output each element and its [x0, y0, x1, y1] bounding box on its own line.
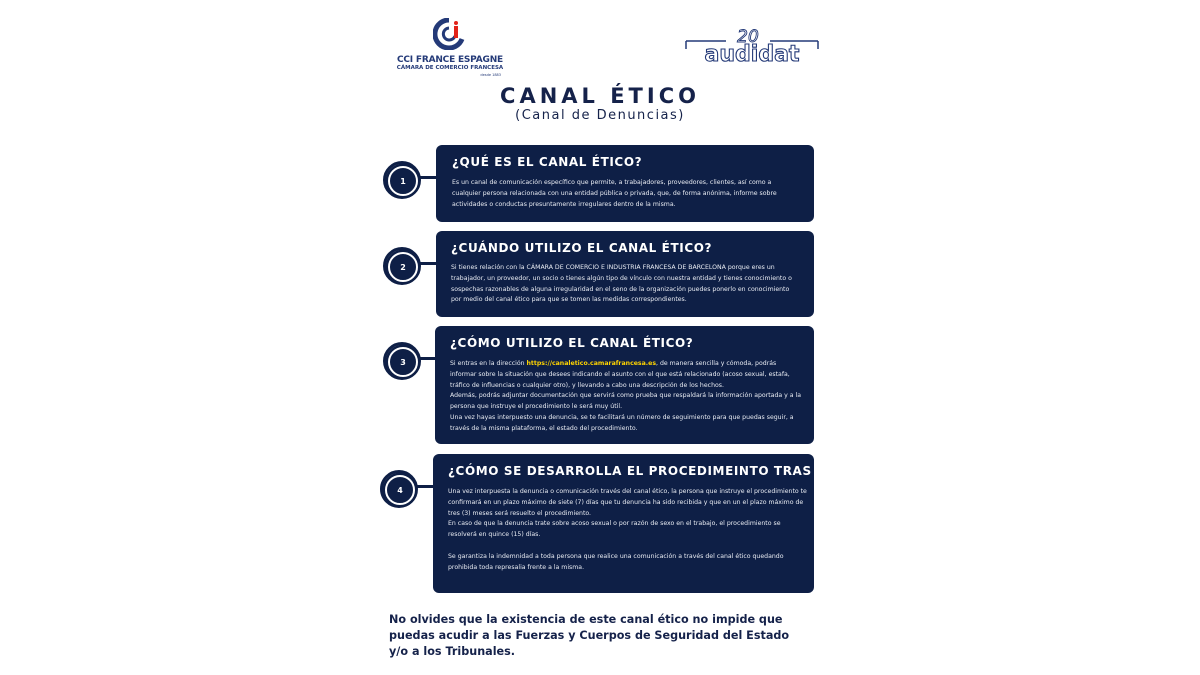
section-paragraph: Se garantiza la indemnidad a toda persona que realice una comunicación a través del canal ético quedando prohibida toda represalia frente a la misma. — [448, 552, 784, 571]
section-paragraph: Además, podrás adjuntar documentación que servirá como prueba que respaldará la información aportada y a la persona que instruye el procedimiento le será muy útil. — [450, 392, 802, 411]
section-card-what-is — [436, 145, 814, 222]
step-number-1: 1 — [388, 166, 418, 196]
step-number-2: 2 — [388, 252, 418, 282]
page-title: CANAL ÉTICO — [500, 84, 700, 108]
section-paragraph — [450, 359, 802, 391]
audidat-anniversary-number: 20 — [737, 27, 759, 47]
page-subtitle: (Canal de Denuncias) — [515, 108, 685, 123]
audidat-logo — [684, 27, 820, 65]
section-text-what-is — [452, 178, 798, 210]
section-paragraph: En caso de que la denuncia trate sobre acoso sexual o por razón de sexo en el trabajo, el procedimiento se resolverá en quince (15) días. — [448, 520, 781, 539]
section-card-procedure — [433, 454, 923, 593]
section-heading-procedure: ¿CÓMO SE DESARROLLA EL PROCEDIMEINTO TRAS LA DENUNCIA? — [448, 464, 923, 478]
paragraph-text: , de manera sencilla y cómoda, podrás informar sobre la situación que desees indicando el asunto con el que está relacionado (acoso sexual, estafa, tráfico de influencias o cualquier otro), y llevando a cabo una descripción de los hechos. — [450, 360, 790, 389]
cci-logo-line1: CCI FRANCE ESPAGNE — [397, 55, 503, 65]
cci-logo-line3: desde 1883 — [480, 73, 501, 77]
section-card-how-use — [435, 326, 814, 444]
footer-note: No olvides que la existencia de este canal ético no impide que puedas acudir a las Fuerzas y Cuerpos de Seguridad del Estado y/o a los Tribunales. — [389, 613, 790, 658]
paragraph-text: Si entras en la dirección — [450, 360, 527, 367]
step-number-4: 4 — [385, 475, 415, 505]
section-paragraph: Una vez interpuesta la denuncia o comunicación través del canal ético, la persona que instruye el procedimiento te confirmará en un plazo máximo de siete (7) días que tu denuncia ha sido recibida y que en un el plazo máximo de tres (3) meses será resuelto el procedimiento. — [448, 488, 807, 517]
section-text-procedure — [448, 487, 808, 573]
section-paragraph: Una vez hayas interpuesto una denuncia, se te facilitará un número de seguimiento para que puedas seguir, a través de la misma plataforma, el estado del procedimiento. — [450, 413, 794, 432]
section-heading-when: ¿CUÁNDO UTILIZO EL CANAL ÉTICO? — [451, 241, 713, 255]
section-heading-what-is: ¿QUÉ ES EL CANAL ÉTICO? — [452, 155, 643, 169]
section-card-when — [436, 231, 814, 317]
cci-france-espagne-logo — [395, 18, 505, 80]
section-paragraph: Es un canal de comunicación específico que permite, a trabajadores, proveedores, clientes, así como a cualquier persona relacionada con una entidad pública o privada, que, de forma anónima, informe sobre actividades o conductas presuntamente irregulares dentro de la misma. — [452, 179, 777, 208]
cci-emblem-icon — [433, 18, 465, 50]
canal-etico-link[interactable]: https://canaletico.camarafrancesa.es — [526, 360, 657, 367]
audidat-wordmark: audidat — [704, 42, 800, 65]
section-heading-how-use: ¿CÓMO UTILIZO EL CANAL ÉTICO? — [450, 336, 694, 350]
step-number-3: 3 — [388, 347, 418, 377]
section-paragraph: Si tienes relación con la CÁMARA DE COMERCIO E INDUSTRIA FRANCESA DE BARCELONA porque eres un trabajador, un proveedor, un socio o tienes algún tipo de vínculo con nuestra entidad y tienes conocimiento o sospechas razonables de alguna irregularidad en el seno de la organización puedes ponerlo en conocimiento por medio del canal ético para que se tomen las medidas correspondientes. — [451, 264, 792, 304]
section-text-how-use — [450, 359, 802, 435]
cci-logo-line2: CÁMARA DE COMERCIO FRANCESA — [396, 65, 504, 71]
section-text-when — [451, 263, 800, 306]
